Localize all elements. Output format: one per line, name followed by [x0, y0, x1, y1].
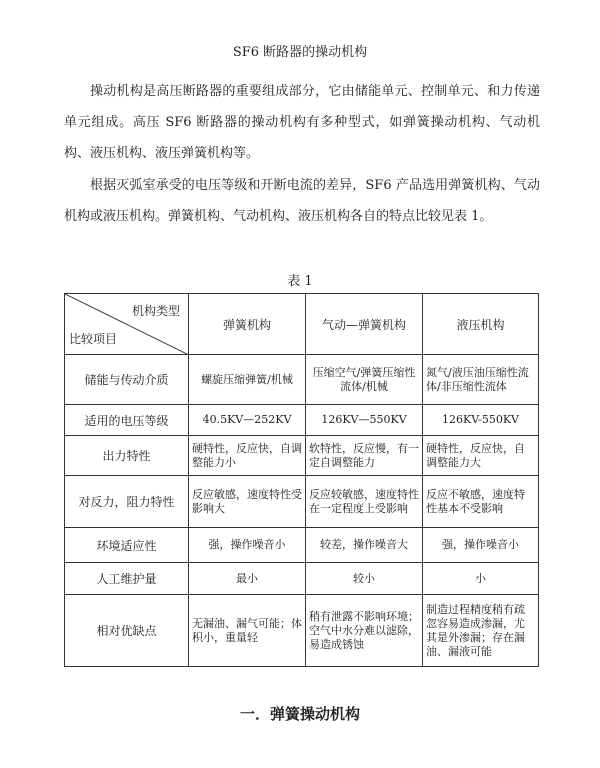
table-cell: 较小	[306, 563, 423, 595]
row-label: 相对优缺点	[65, 595, 189, 667]
table-header-row	[65, 294, 539, 355]
table-cell: 反应敏感，速度特性受影响大	[189, 476, 306, 528]
column-header: 弹簧机构	[189, 294, 306, 355]
paragraph-selection: 根据灭弧室承受的电压等级和开断电流的差异，SF6 产品选用弹簧机构、气动机构或液压机构。弹簧机构、气动机构、液压机构各自的特点比较见表 1。	[64, 178, 540, 224]
table-cell: 40.5KV—252KV	[189, 405, 306, 436]
table-cell: 强，操作噪音小	[423, 528, 539, 563]
table-cell: 反应较敏感，速度特性在一定程度上受影响	[306, 476, 423, 528]
table-cell: 硬特性，反应快，自调整能力小	[189, 436, 306, 476]
table-cell: 强，操作噪音小	[189, 528, 306, 563]
table-cell: 无漏油、漏气可能；体积小，重量轻	[189, 595, 306, 667]
row-label: 适用的电压等级	[65, 405, 189, 436]
table-row	[65, 528, 539, 563]
document-title: SF6 断路器的操动机构	[232, 45, 368, 60]
row-label: 对反力，阻力特性	[65, 476, 189, 528]
row-label: 环境适应性	[65, 528, 189, 563]
table-cell: 螺旋压缩弹簧/机械	[189, 355, 306, 405]
corner-label-top: 机构类型	[131, 304, 180, 318]
corner-label-bottom: 比较项目	[69, 332, 118, 346]
table-row	[65, 595, 539, 667]
table-caption: 表 1	[287, 274, 313, 289]
table-row	[65, 436, 539, 476]
table-cell: 较差，操作噪音大	[306, 528, 423, 563]
comparison-table	[64, 293, 539, 667]
table-row	[65, 355, 539, 405]
table-row	[65, 476, 539, 528]
table-cell: 126KV—550KV	[306, 405, 423, 436]
column-header: 气动—弹簧机构	[306, 294, 423, 355]
row-label: 储能与传动介质	[65, 355, 189, 405]
table-cell: 制造过程精度稍有疏忽容易造成渗漏，尤其是外渗漏；存在漏油、漏液可能	[423, 595, 539, 667]
row-label: 人工维护量	[65, 563, 189, 595]
table-cell: 小	[423, 563, 539, 595]
table-cell: 氮气/液压油压缩性流体/非压缩性流体	[423, 355, 539, 405]
row-label: 出力特性	[65, 436, 189, 476]
diagonal-header-cell	[65, 294, 189, 355]
table-cell: 硬特性，反应快，自调整能力大	[423, 436, 539, 476]
table-cell: 126KV-550KV	[423, 405, 539, 436]
table-row	[65, 563, 539, 595]
table-cell: 压缩空气/弹簧压缩性流体/机械	[306, 355, 423, 405]
table-cell: 软特性，反应慢，有一定自调整能力	[306, 436, 423, 476]
table-cell: 最小	[189, 563, 306, 595]
table-cell: 反应不敏感，速度特性基本不受影响	[423, 476, 539, 528]
table-row	[65, 405, 539, 436]
column-header: 液压机构	[423, 294, 539, 355]
table-cell: 稍有泄露不影响环境；空气中水分难以滤除，易造成锈蚀	[306, 595, 423, 667]
paragraph-intro: 操动机构是高压断路器的重要组成部分，它由储能单元、控制单元、和力传递单元组成。高压 SF6 断路器的操动机构有多种型式，如弹簧操动机构、气动机构、液压机构、液压弹簧机构等。	[64, 84, 540, 161]
section-heading: 一．弹簧操动机构	[239, 705, 360, 723]
